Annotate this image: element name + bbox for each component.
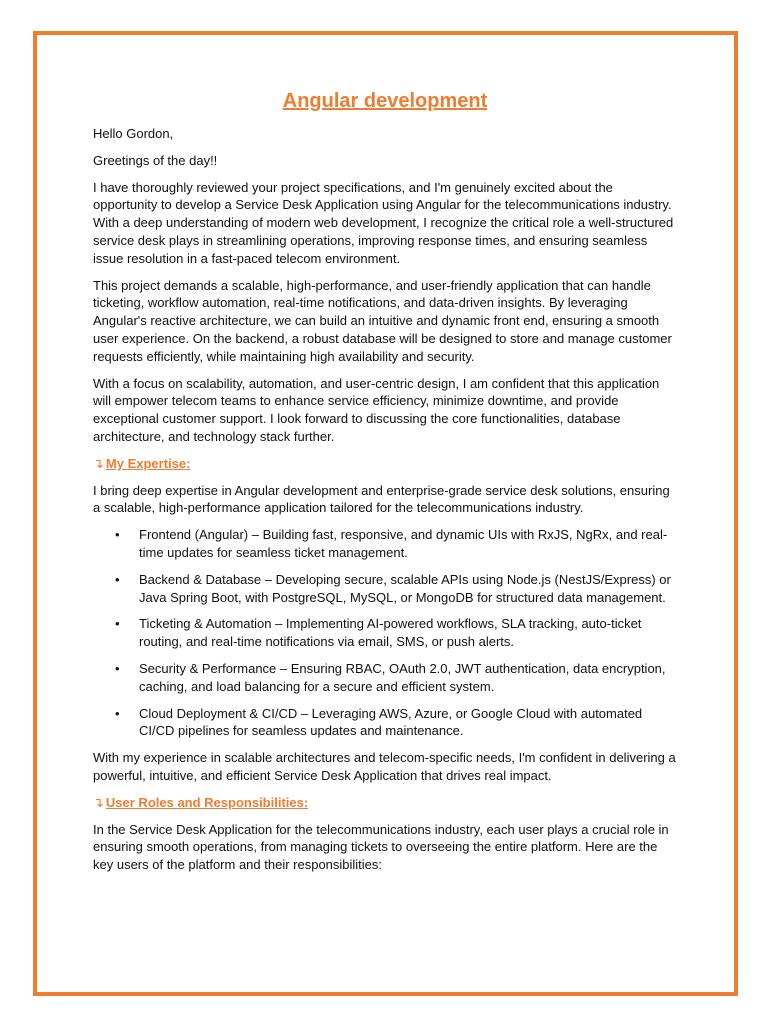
turn-arrow-icon: ↴ [93,455,104,471]
intro-paragraph-3: With a focus on scalability, automation, and user-centric design, I am confident that this application will empower telecom teams to enhance service efficiency, minimize downtime, and provide exceptional customer support. I look forward to discussing the core functionalities, database architecture, and technology stack further. [93,375,660,444]
list-item-text: Frontend (Angular) – Building fast, responsive, and dynamic UIs with RxJS, NgRx, and real-time updates for seamless ticket management. [139,527,668,560]
intro-paragraph-1: I have thoroughly reviewed your project specifications, and I'm genuinely excited about the opportunity to develop a Service Desk Application using Angular for the telecommunications industry. With a deep understanding of modern web development, I recognize the critical role a well-structured service desk plays in streamlining operations, improving response times, and ensuring seamless issue resolution in a fast-paced telecom environment. [93,179,674,266]
list-item-text: Ticketing & Automation – Implementing AI-powered workflows, SLA tracking, auto-ticket routing, and real-time notifications via email, SMS, or push alerts. [139,616,642,650]
turn-arrow-icon: ↴ [93,794,104,810]
expertise-list [93,526,677,740]
bullet-icon: • [115,527,120,543]
intro-paragraph-2: This project demands a scalable, high-performance, and user-friendly application that can handle ticketing, workflow automation, real-time notifications, and data-driven insights. By leveraging Angular's reactive architecture, we can build an intuitive and dynamic front end, ensuring a smooth user experience. On the backend, a robust database will be designed to store and manage customer requests efficiently, while maintaining high availability and security. [93,277,672,364]
list-item-text: Cloud Deployment & CI/CD – Leveraging AWS, Azure, or Google Cloud with automated CI/CD pipelines for seamless updates and maintenance. [139,705,643,739]
roles-heading-label: User Roles and Responsibilities: [105,794,309,810]
list-item [93,615,677,651]
bullet-icon: • [115,571,120,587]
bullet-icon: • [115,616,120,632]
document-body [93,88,677,883]
bullet-icon: • [115,705,120,721]
expertise-heading-label: My Expertise: [105,455,191,471]
expertise-heading [93,455,677,473]
list-item-text: Security & Performance – Ensuring RBAC, OAuth 2.0, JWT authentication, data encryption, caching, and load balancing for a secure and efficient system. [139,660,666,694]
bullet-icon: • [115,660,120,676]
expertise-closing: With my experience in scalable architectures and telecom-specific needs, I'm confident in delivering a powerful, intuitive, and efficient Service Desk Application that drives real impact. [93,750,676,783]
list-item [93,705,677,741]
roles-intro: In the Service Desk Application for the telecommunications industry, each user plays a crucial role in ensuring smooth operations, from managing tickets to overseeing the entire platform. Here are the key users of the platform and their responsibilities: [93,821,669,873]
expertise-intro: I bring deep expertise in Angular development and enterprise-grade service desk solutions, ensuring a scalable, high-performance application tailored for the telecommunications industry. [93,482,670,516]
greeting: Hello Gordon, [93,126,174,141]
roles-heading [93,794,677,812]
greetings-line: Greetings of the day!! [93,152,218,168]
list-item [93,571,677,607]
list-item [93,660,677,696]
document-title: Angular development [282,90,488,112]
list-item [93,526,677,562]
list-item-text: Backend & Database – Developing secure, scalable APIs using Node.js (NestJS/Express) or Java Spring Boot, with PostgreSQL, MySQL, or MongoDB for structured data management. [139,571,671,605]
